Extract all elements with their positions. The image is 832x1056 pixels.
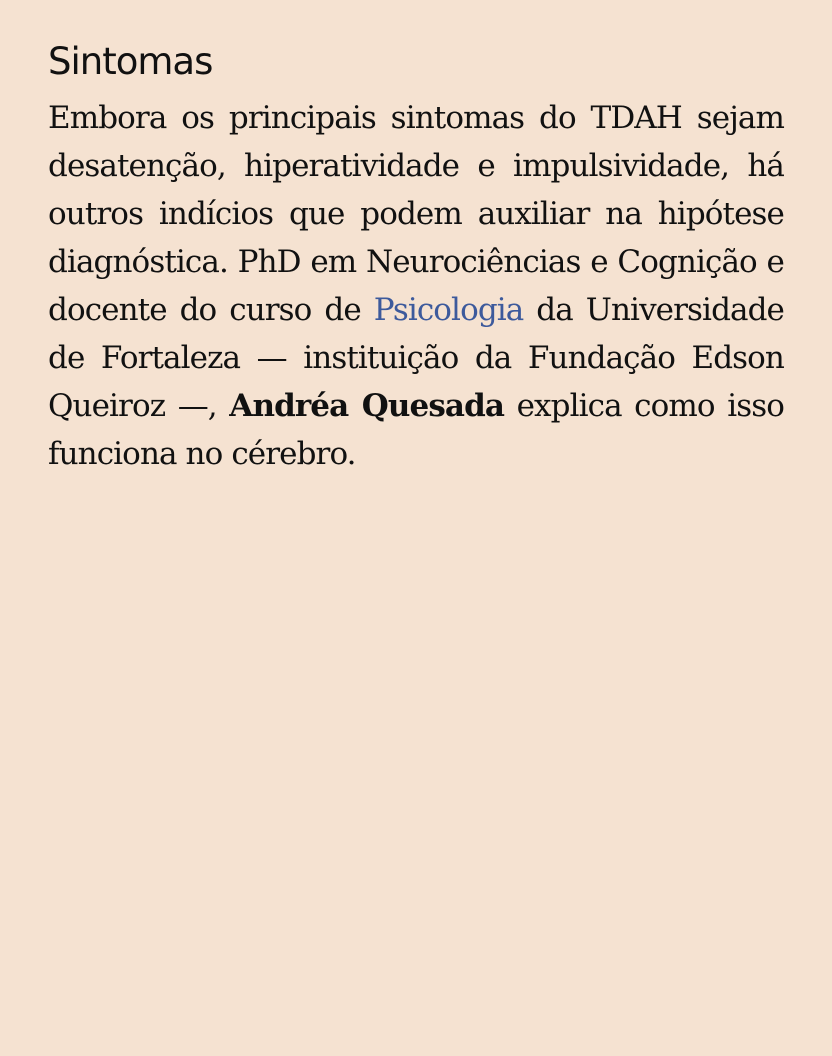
paragraph-text-2: da Universidade de Fortaleza — instituição da Fundação Edson Queiroz —,: [48, 292, 784, 424]
section-paragraph: [48, 94, 784, 478]
psicologia-link[interactable]: Psicologia: [373, 292, 524, 328]
paragraph-text-3: explica como isso funciona no cérebro.: [48, 388, 785, 472]
author-name: Andréa Quesada: [229, 388, 505, 424]
paragraph-text-1: Embora os principais sintomas do TDAH sejam desatenção, hiperatividade e impulsividade, há outros indícios que podem auxiliar na hipótese diagnóstica. PhD em Neurociências e Cognição e docente do curso de: [48, 100, 784, 328]
article-section: [48, 38, 784, 478]
section-heading: Sintomas: [48, 40, 213, 83]
